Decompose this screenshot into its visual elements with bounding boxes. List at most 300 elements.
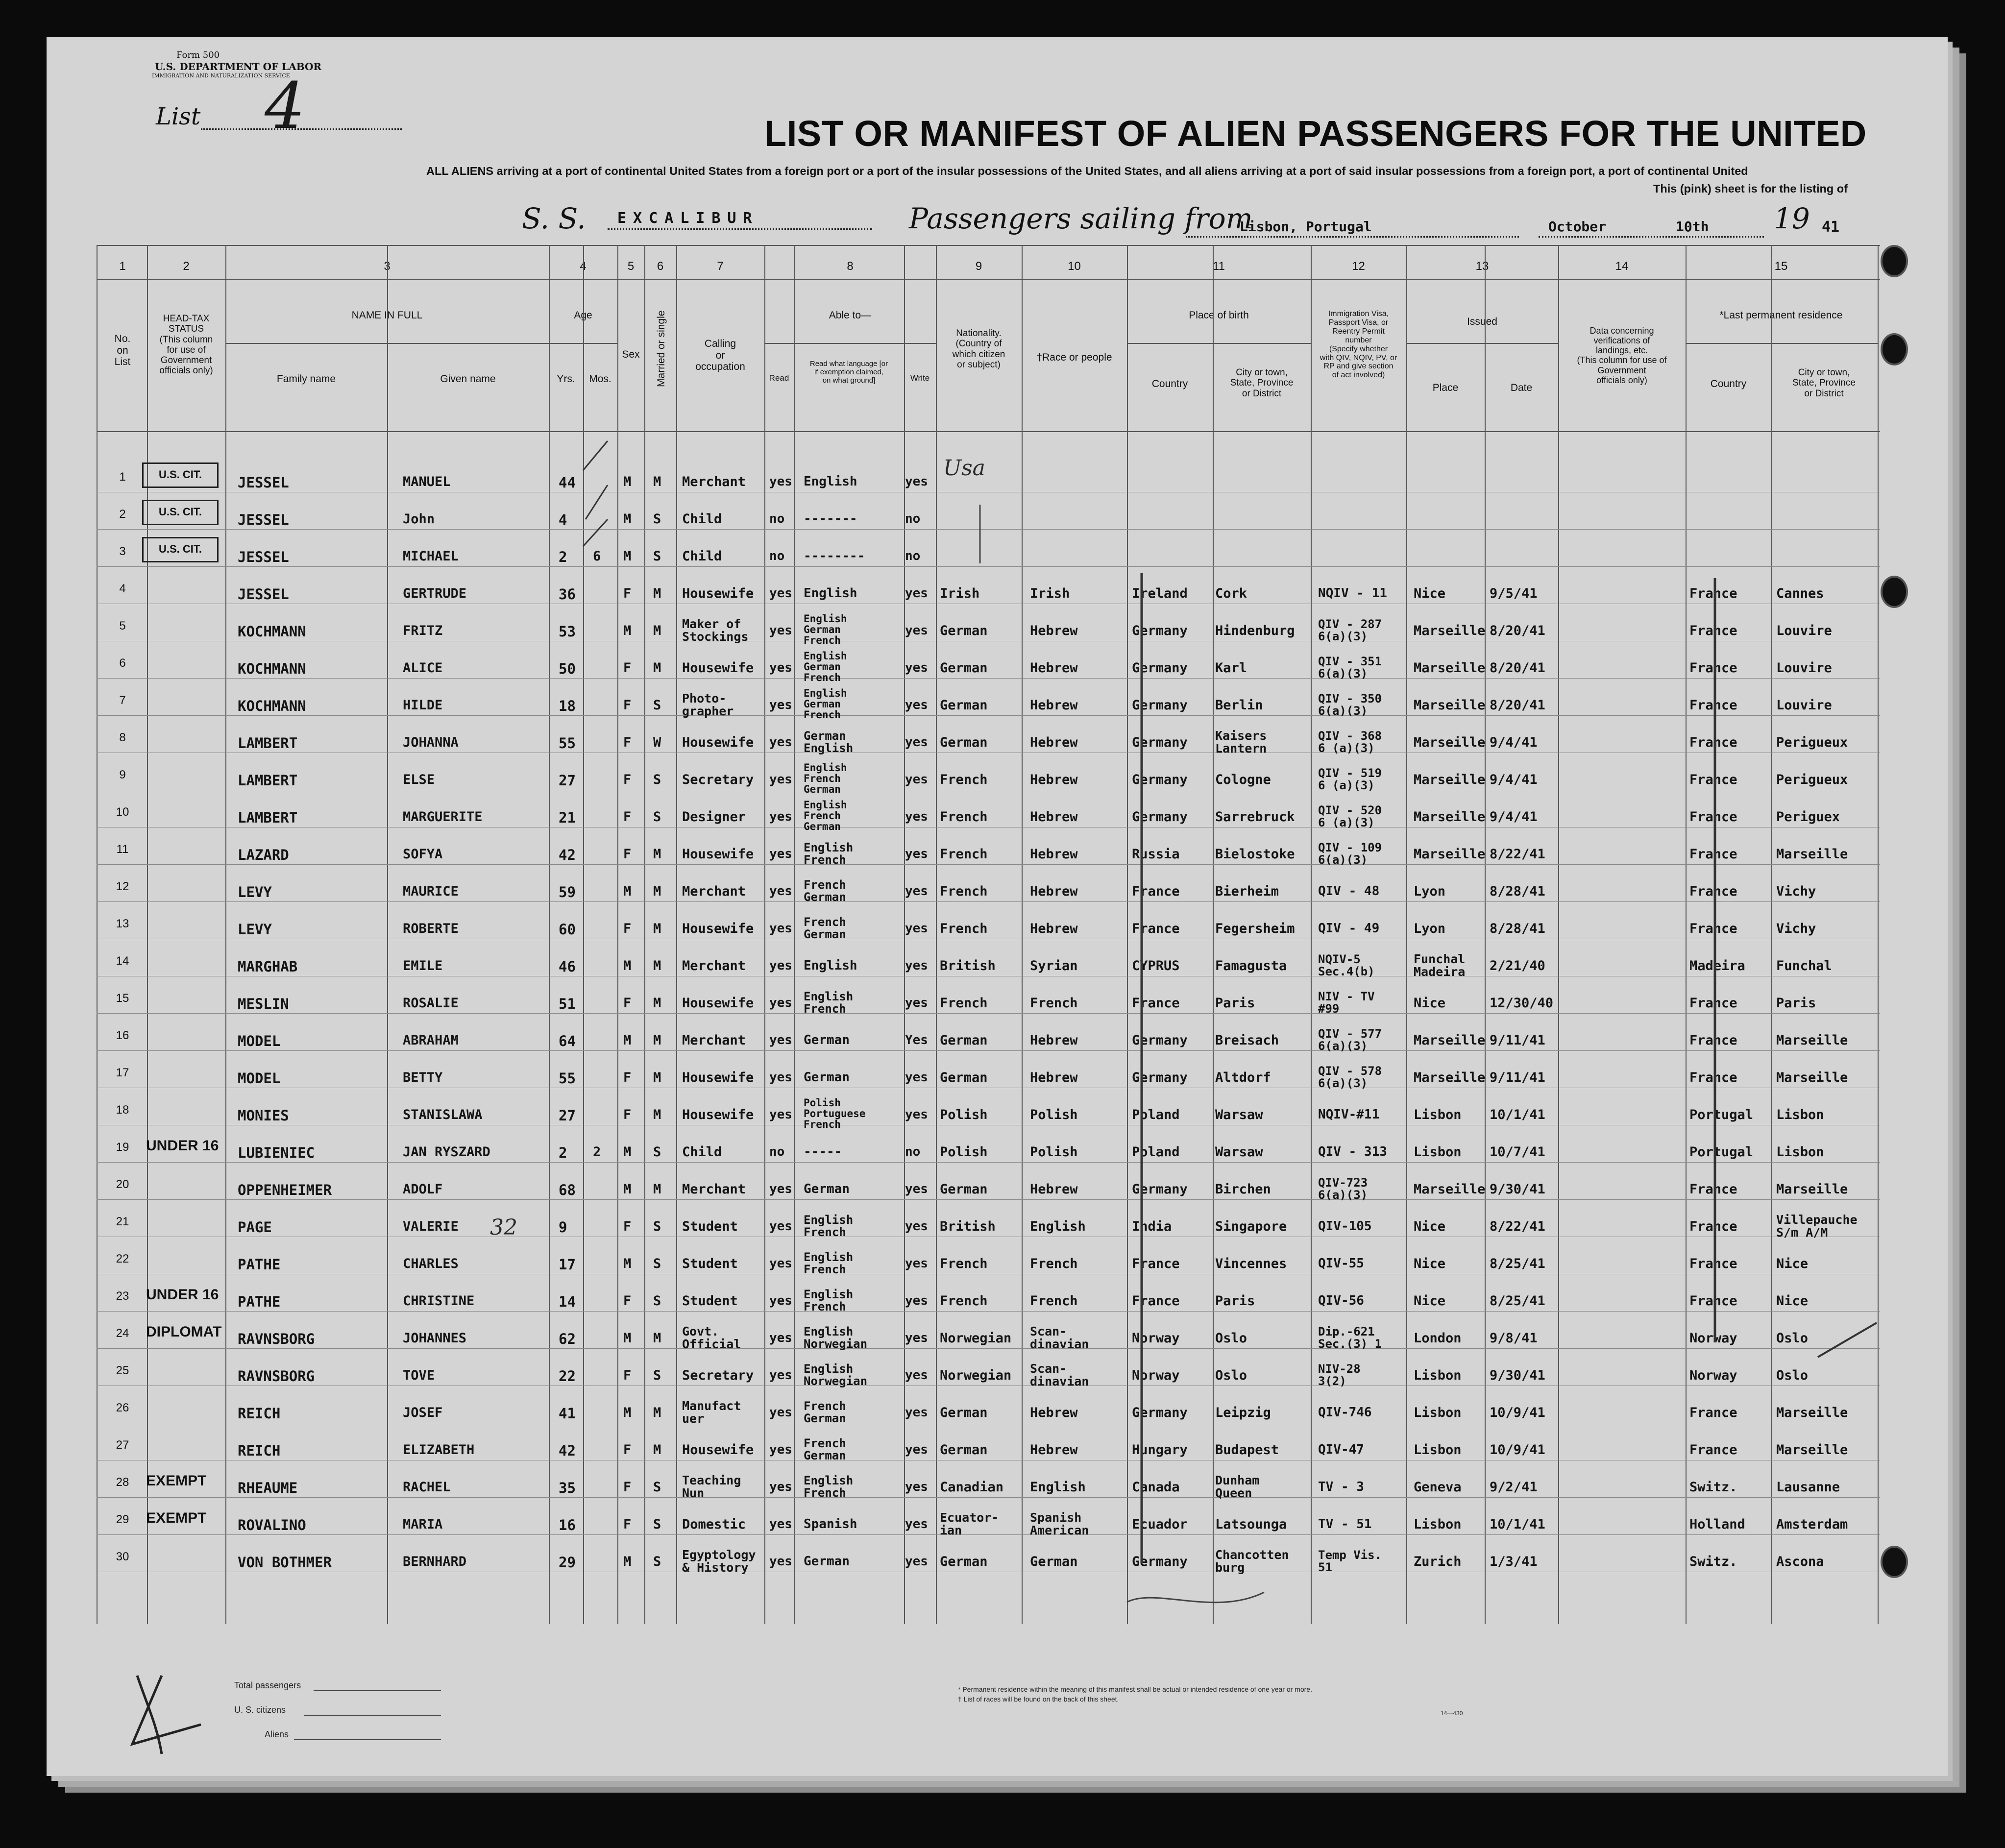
cell-write: yes <box>905 958 928 973</box>
header-race: †Race or people <box>1036 352 1112 363</box>
form-number: Form 500 <box>176 50 220 60</box>
cell-family: OPPENHEIMER <box>238 1182 332 1198</box>
cell-ms: S <box>653 1293 661 1309</box>
header-residence-country: Country <box>1710 378 1747 389</box>
cell-yrs: 68 <box>559 1182 576 1198</box>
cell-idate: 9/4/41 <box>1490 809 1538 825</box>
cell-rcity: Louvire <box>1776 660 1832 676</box>
cell-write: yes <box>905 1107 928 1122</box>
cell-visa: NQIV-5 Sec.4(b) <box>1318 952 1375 978</box>
cell-lang: English French <box>804 1473 854 1500</box>
row-number: 12 <box>116 880 129 893</box>
cell-lang: English German French <box>804 613 847 647</box>
cell-bcountry: Germany <box>1132 735 1188 750</box>
cell-given: ELSE <box>403 772 435 787</box>
cell-bcity: Kaisers Lantern <box>1215 729 1267 756</box>
cell-write: yes <box>905 1182 928 1196</box>
cell-given: ELIZABETH <box>403 1442 475 1458</box>
cell-ms: M <box>653 586 661 601</box>
cell-occ: Merchant <box>682 958 746 973</box>
cell-visa: QIV - 48 <box>1318 884 1380 899</box>
header-no-on-list: No. on List <box>114 333 131 368</box>
colnum-7: 7 <box>717 260 724 273</box>
cell-read: no <box>769 511 785 526</box>
cell-rcountry: France <box>1689 772 1737 787</box>
cell-lang: English <box>804 474 857 489</box>
cell-family: REICH <box>238 1405 281 1422</box>
cell-rcountry: Holland <box>1689 1517 1745 1532</box>
cell-write: yes <box>905 772 928 787</box>
cell-bcountry: CYPRUS <box>1132 958 1180 973</box>
cell-ms: S <box>653 1480 661 1495</box>
cell-bcity: Famagusta <box>1215 958 1287 973</box>
cell-race: French <box>1030 996 1078 1011</box>
cell-bcountry: France <box>1132 996 1180 1011</box>
cell-write: yes <box>905 586 928 601</box>
cell-idate: 9/30/41 <box>1490 1368 1545 1383</box>
cell-bcountry: Germany <box>1132 1033 1188 1048</box>
cell-read: yes <box>769 660 792 675</box>
cell-visa: QIV-55 <box>1318 1256 1364 1271</box>
cell-iplace: Marseille <box>1414 698 1486 713</box>
cell-bcity: Bierheim <box>1215 884 1279 899</box>
cell-read: yes <box>769 1480 792 1494</box>
row-number: 7 <box>119 694 126 707</box>
cell-idate: 9/11/41 <box>1490 1033 1545 1048</box>
cell-sex: F <box>623 772 632 787</box>
cell-visa: QIV - 351 6(a)(3) <box>1318 654 1382 681</box>
cell-bcountry: Germany <box>1132 623 1188 638</box>
header-visa: Immigration Visa, Passport Visa, or Reentry Permit number (Specify whether with QIV, NQIV, PV, or RP and give section of act involved) <box>1320 310 1397 380</box>
cell-family: LEVY <box>238 921 272 938</box>
cell-iplace: Lisbon <box>1414 1368 1462 1383</box>
cell-given: CHARLES <box>403 1256 459 1271</box>
cell-rcountry: France <box>1689 1033 1737 1048</box>
cell-family: LUBIENIEC <box>238 1144 315 1161</box>
cell-sex: F <box>623 1070 632 1085</box>
cell-race: English <box>1030 1219 1086 1234</box>
cell-nat: French <box>940 921 988 936</box>
cell-ms: M <box>653 884 661 899</box>
cell-rcity: Funchal <box>1776 958 1832 973</box>
cell-yrs: 55 <box>559 1070 576 1087</box>
header-family-name: Family name <box>276 373 336 385</box>
cell-rcity: Lisbon <box>1776 1107 1824 1122</box>
cell-bcity: Chancotten burg <box>1215 1548 1289 1575</box>
cell-race: English <box>1030 1480 1086 1495</box>
cell-race: Hebrew <box>1030 1070 1078 1085</box>
cell-bcity: Leipzig <box>1215 1405 1271 1420</box>
cell-write: no <box>905 511 921 526</box>
row-number: 19 <box>116 1141 129 1154</box>
cell-rcountry: France <box>1689 1256 1737 1271</box>
cell-rcity: Lausanne <box>1776 1480 1840 1495</box>
cell-yrs: 22 <box>559 1368 576 1385</box>
cell-iplace: Zurich <box>1414 1554 1462 1569</box>
cell-bcountry: Poland <box>1132 1144 1180 1160</box>
cell-bcity: Singapore <box>1215 1219 1287 1234</box>
cell-rcountry: France <box>1689 1070 1737 1085</box>
cell-sex: F <box>623 996 632 1011</box>
cell-given: GERTRUDE <box>403 586 467 601</box>
cell-race: Hebrew <box>1030 772 1078 787</box>
cell-family: MESLIN <box>238 996 289 1012</box>
cell-write: yes <box>905 698 928 712</box>
cell-rcity: Villepauche S/m A/M <box>1776 1213 1858 1240</box>
cell-sex: M <box>623 1144 632 1160</box>
cell-yrs: 44 <box>559 474 576 491</box>
cell-given: MARGUERITE <box>403 809 483 825</box>
cell-write: yes <box>905 1442 928 1457</box>
cell-rcity: Marseille <box>1776 847 1848 862</box>
cell-idate: 12/30/40 <box>1490 996 1554 1011</box>
cell-occ: Egyptology & History <box>682 1548 756 1575</box>
cell-write: yes <box>905 809 928 824</box>
cell-rcity: Marseille <box>1776 1033 1848 1048</box>
cell-read: yes <box>769 1405 792 1420</box>
cell-iplace: Lisbon <box>1414 1517 1462 1532</box>
list-number: 4 <box>265 69 305 143</box>
cell-rcity: Marseille <box>1776 1070 1848 1085</box>
cell-visa: QIV - 520 6 (a)(3) <box>1318 803 1382 829</box>
aliens-line <box>294 1739 441 1740</box>
cell-family: MONIES <box>238 1107 289 1124</box>
cell-yrs: 50 <box>559 660 576 677</box>
cell-nat: Irish <box>940 586 980 601</box>
cell-nat: Polish <box>940 1107 988 1122</box>
cell-family: MARGHAB <box>238 958 298 975</box>
colnum-4: 4 <box>580 260 587 273</box>
cell-given: SOFYA <box>403 847 443 862</box>
cell-occ: Child <box>682 511 722 527</box>
cell-lang: French German <box>804 1399 846 1425</box>
form-code: 14—430 <box>1441 1710 1463 1717</box>
cell-yrs: 64 <box>559 1033 576 1049</box>
cell-write: yes <box>905 1517 928 1532</box>
cell-family: JESSEL <box>238 586 289 603</box>
cell-bcity: Fegersheim <box>1215 921 1295 936</box>
cell-nat: Polish <box>940 1144 988 1160</box>
header-nationality: Nationality. (Country of which citizen or subject) <box>952 328 1005 370</box>
cell-bcountry: Poland <box>1132 1107 1180 1122</box>
cell-nat: French <box>940 884 988 899</box>
cell-lang: German <box>804 1554 850 1569</box>
row-number: 3 <box>119 545 126 558</box>
cell-iplace: Nice <box>1414 1256 1446 1271</box>
cell-family: KOCHMANN <box>238 698 306 714</box>
cell-nat: German <box>940 698 988 713</box>
cell-lang: English French <box>804 1213 854 1239</box>
cell-bcountry: Norway <box>1132 1368 1180 1383</box>
cell-given: JOHANNES <box>403 1331 467 1346</box>
cell-visa: Dip.-621 Sec.(3) 1 <box>1318 1324 1382 1351</box>
cell-iplace: Lisbon <box>1414 1442 1462 1458</box>
cell-bcity: Paris <box>1215 996 1255 1011</box>
cell-write: no <box>905 549 921 563</box>
cell-idate: 8/20/41 <box>1490 698 1545 713</box>
cell-sex: F <box>623 847 632 862</box>
cell-bcountry: France <box>1132 884 1180 899</box>
cell-given: John <box>403 511 435 527</box>
cell-mos: 2 <box>593 1144 601 1160</box>
cell-ms: S <box>653 1256 661 1271</box>
cell-bcountry: Ecuador <box>1132 1517 1188 1532</box>
cell-write: Yes <box>905 1033 928 1047</box>
cell-nat: German <box>940 1033 988 1048</box>
cell-write: no <box>905 1144 921 1159</box>
cell-nat: Norwegian <box>940 1368 1012 1383</box>
cell-iplace: Geneva <box>1414 1480 1462 1495</box>
cell-visa: NIV-28 3(2) <box>1318 1362 1361 1388</box>
cell-sex: F <box>623 1480 632 1495</box>
cell-lang: English <box>804 958 857 973</box>
cell-nat: German <box>940 623 988 638</box>
cell-bcity: Berlin <box>1215 698 1263 713</box>
cell-nat: German <box>940 1554 988 1569</box>
cell-bcountry: Canada <box>1132 1480 1180 1495</box>
cell-visa: QIV - 49 <box>1318 921 1380 936</box>
cell-bcity: Sarrebruck <box>1215 809 1295 825</box>
cell-yrs: 51 <box>559 996 576 1012</box>
cell-family: JESSEL <box>238 474 289 491</box>
manifest-title: LIST OR MANIFEST OF ALIEN PASSENGERS FOR THE UNITED <box>764 113 1867 154</box>
cell-ms: M <box>653 1182 661 1197</box>
cell-idate: 8/28/41 <box>1490 921 1545 936</box>
cell-sex: F <box>623 1107 632 1122</box>
cell-yrs: 62 <box>559 1331 576 1347</box>
cell-write: yes <box>905 884 928 899</box>
cell-bcountry: France <box>1132 1256 1180 1271</box>
cell-read: yes <box>769 1368 792 1383</box>
cell-bcountry: Germany <box>1132 1554 1188 1569</box>
cell-rcountry: Switz. <box>1689 1554 1737 1569</box>
cell-rcity: Cannes <box>1776 586 1824 601</box>
cell-nat: French <box>940 847 988 862</box>
cell-family: PATHE <box>238 1256 281 1273</box>
cell-occ: Housewife <box>682 660 754 676</box>
colnum-8: 8 <box>847 260 854 273</box>
cell-read: yes <box>769 1219 792 1234</box>
cell-write: yes <box>905 1331 928 1345</box>
cell-iplace: Marseille <box>1414 1033 1486 1048</box>
cell-read: yes <box>769 1033 792 1047</box>
cell-lang: English Norwegian <box>804 1324 868 1351</box>
cell-rcity: Nice <box>1776 1293 1809 1309</box>
cell-rcountry: France <box>1689 884 1737 899</box>
cell-family: LAMBERT <box>238 735 298 752</box>
cell-occ: Housewife <box>682 1070 754 1085</box>
cell-lang: -------- <box>804 549 865 563</box>
cell-visa: QIV - 577 6(a)(3) <box>1318 1026 1382 1053</box>
cell-occ: Child <box>682 1144 722 1160</box>
cell-idate: 8/22/41 <box>1490 847 1545 862</box>
cell-family: JESSEL <box>238 549 289 565</box>
cell-lang: German <box>804 1182 850 1196</box>
cell-race: Polish <box>1030 1144 1078 1160</box>
cell-bcity: Altdorf <box>1215 1070 1271 1085</box>
row-number: 5 <box>119 619 126 632</box>
row-number: 29 <box>116 1513 129 1526</box>
header-issued: Issued <box>1467 316 1497 327</box>
row-number: 13 <box>116 917 129 930</box>
sailing-month: October <box>1548 219 1607 235</box>
cell-read: yes <box>769 586 792 601</box>
cell-family: RHEAUME <box>238 1480 298 1496</box>
row-number: 17 <box>116 1066 129 1079</box>
cell-given: MARIA <box>403 1517 443 1532</box>
cell-given: ABRAHAM <box>403 1033 459 1048</box>
cell-iplace: Marseille <box>1414 1070 1486 1085</box>
cell-family: LEVY <box>238 884 272 900</box>
cell-occ: Student <box>682 1219 738 1234</box>
cell-read: yes <box>769 772 792 787</box>
cell-family: KOCHMANN <box>238 660 306 677</box>
cell-rcity: Louvire <box>1776 623 1832 638</box>
cell-visa: Temp Vis. 51 <box>1318 1548 1382 1574</box>
cell-visa: NQIV - 11 <box>1318 586 1387 601</box>
colnum-1: 1 <box>119 260 126 273</box>
cell-race: Irish <box>1030 586 1070 601</box>
cell-read: yes <box>769 735 792 750</box>
header-issued-date: Date <box>1510 382 1533 393</box>
header-place-of-birth: Place of birth <box>1189 310 1249 321</box>
cell-sex: F <box>623 660 632 676</box>
departure-port: Lisbon, Portugal <box>1240 219 1372 235</box>
cell-occ: Teaching Nun <box>682 1473 741 1501</box>
cell-write: yes <box>905 735 928 750</box>
cell-rcountry: Norway <box>1689 1331 1737 1346</box>
cell-write: yes <box>905 1480 928 1494</box>
cell-rcountry: France <box>1689 1182 1737 1197</box>
cell-rcountry: France <box>1689 1442 1737 1458</box>
head-tax-status: DIPLOMAT <box>146 1324 222 1340</box>
cell-ms: S <box>653 772 661 787</box>
cell-rcity: Louvire <box>1776 698 1832 713</box>
cell-given: ROSALIE <box>403 996 459 1011</box>
cell-yrs: 27 <box>559 1107 576 1124</box>
cell-idate: 8/28/41 <box>1490 884 1545 899</box>
cell-idate: 8/22/41 <box>1490 1219 1545 1234</box>
cell-visa: QIV - 519 6 (a)(3) <box>1318 766 1382 792</box>
cell-rcity: Nice <box>1776 1256 1809 1271</box>
colnum-6: 6 <box>657 260 664 273</box>
header-issued-place: Place <box>1432 382 1459 393</box>
cell-family: REICH <box>238 1442 281 1459</box>
cell-idate: 9/2/41 <box>1490 1480 1538 1495</box>
cell-write: yes <box>905 1293 928 1308</box>
cell-iplace: Marseille <box>1414 735 1486 750</box>
cell-nat: Norwegian <box>940 1331 1012 1346</box>
cell-bcountry: Germany <box>1132 1182 1188 1197</box>
cell-lang: Polish Portuguese French <box>804 1097 866 1131</box>
cell-occ: Designer <box>682 809 746 825</box>
cell-nat: German <box>940 660 988 676</box>
cell-lang: English French German <box>804 762 847 796</box>
us-citizen-stamp: U.S. CIT. <box>142 500 219 525</box>
cell-idate: 9/4/41 <box>1490 772 1538 787</box>
cell-read: yes <box>769 1256 792 1271</box>
row-number: 18 <box>116 1103 129 1117</box>
cell-family: KOCHMANN <box>238 623 306 640</box>
cell-rcity: Vichy <box>1776 884 1816 899</box>
cell-occ: Govt. Official <box>682 1324 741 1352</box>
row-number: 20 <box>116 1178 129 1191</box>
cell-bcountry: France <box>1132 921 1180 936</box>
cell-rcountry: France <box>1689 586 1737 601</box>
cell-occ: Housewife <box>682 1442 754 1458</box>
cell-family: MODEL <box>238 1070 281 1087</box>
cell-bcity: Oslo <box>1215 1331 1247 1346</box>
cell-yrs: 2 <box>559 1144 567 1161</box>
cell-occ: Merchant <box>682 474 746 489</box>
aliens-label: Aliens <box>265 1729 289 1739</box>
cell-mos: 6 <box>593 549 601 564</box>
colnum-15: 15 <box>1774 260 1788 273</box>
row-number: 16 <box>116 1029 129 1042</box>
cell-yrs: 2 <box>559 549 567 565</box>
cell-visa: QIV - 350 6(a)(3) <box>1318 691 1382 718</box>
header-last-residence: *Last permanent residence <box>1719 310 1843 321</box>
cell-rcountry: Portugal <box>1689 1144 1754 1160</box>
row-number: 1 <box>119 470 126 484</box>
cell-yrs: 60 <box>559 921 576 938</box>
cell-race: Scan- dinavian <box>1030 1362 1089 1389</box>
cell-occ: Merchant <box>682 1182 746 1197</box>
cell-occ: Maker of Stockings <box>682 617 749 644</box>
cell-given: JOSEF <box>403 1405 443 1420</box>
cell-iplace: Marseille <box>1414 623 1486 638</box>
cell-yrs: 55 <box>559 735 576 752</box>
cell-yrs: 16 <box>559 1517 576 1533</box>
cell-yrs: 36 <box>559 586 576 603</box>
cell-family: ROVALINO <box>238 1517 306 1533</box>
cell-occ: Student <box>682 1256 738 1271</box>
cell-iplace: Lisbon <box>1414 1107 1462 1122</box>
cell-sex: M <box>623 474 632 489</box>
cell-race: French <box>1030 1293 1078 1309</box>
cell-family: MODEL <box>238 1033 281 1049</box>
cell-visa: QIV - 578 6(a)(3) <box>1318 1064 1382 1090</box>
cell-yrs: 18 <box>559 698 576 714</box>
cell-race: Hebrew <box>1030 1033 1078 1048</box>
cell-idate: 10/1/41 <box>1490 1517 1545 1532</box>
cell-race: Hebrew <box>1030 847 1078 862</box>
cell-ms: S <box>653 1144 661 1160</box>
subtitle-line1: ALL ALIENS arriving at a port of continental United States from a foreign port or a port of the insular possessions of the United States, and all aliens arriving at a port of said insular possessions from a foreign port, a port of continental United <box>426 165 1748 177</box>
sailing-day: 10th <box>1676 219 1709 235</box>
cell-family: LAMBERT <box>238 772 298 789</box>
cell-iplace: Nice <box>1414 1219 1446 1234</box>
cell-yrs: 59 <box>559 884 576 900</box>
cell-given: MANUEL <box>403 474 451 489</box>
cell-read: yes <box>769 1293 792 1308</box>
cell-rcity: Marseille <box>1776 1182 1848 1197</box>
cell-idate: 9/11/41 <box>1490 1070 1545 1085</box>
cell-bcity: Oslo <box>1215 1368 1247 1383</box>
cell-read: yes <box>769 884 792 899</box>
cell-ms: M <box>653 474 661 489</box>
colnum-12: 12 <box>1352 260 1365 273</box>
cell-race: Polish <box>1030 1107 1078 1122</box>
cell-family: RAVNSBORG <box>238 1331 315 1347</box>
cell-ms: S <box>653 809 661 825</box>
cell-iplace: Nice <box>1414 586 1446 601</box>
cell-iplace: Funchal Madeira <box>1414 952 1466 979</box>
cell-given: JAN RYSZARD <box>403 1144 490 1160</box>
cell-ms: M <box>653 847 661 862</box>
footnote-races: † List of races will be found on the back of this sheet. <box>958 1695 1119 1703</box>
cell-rcity: Ascona <box>1776 1554 1824 1569</box>
